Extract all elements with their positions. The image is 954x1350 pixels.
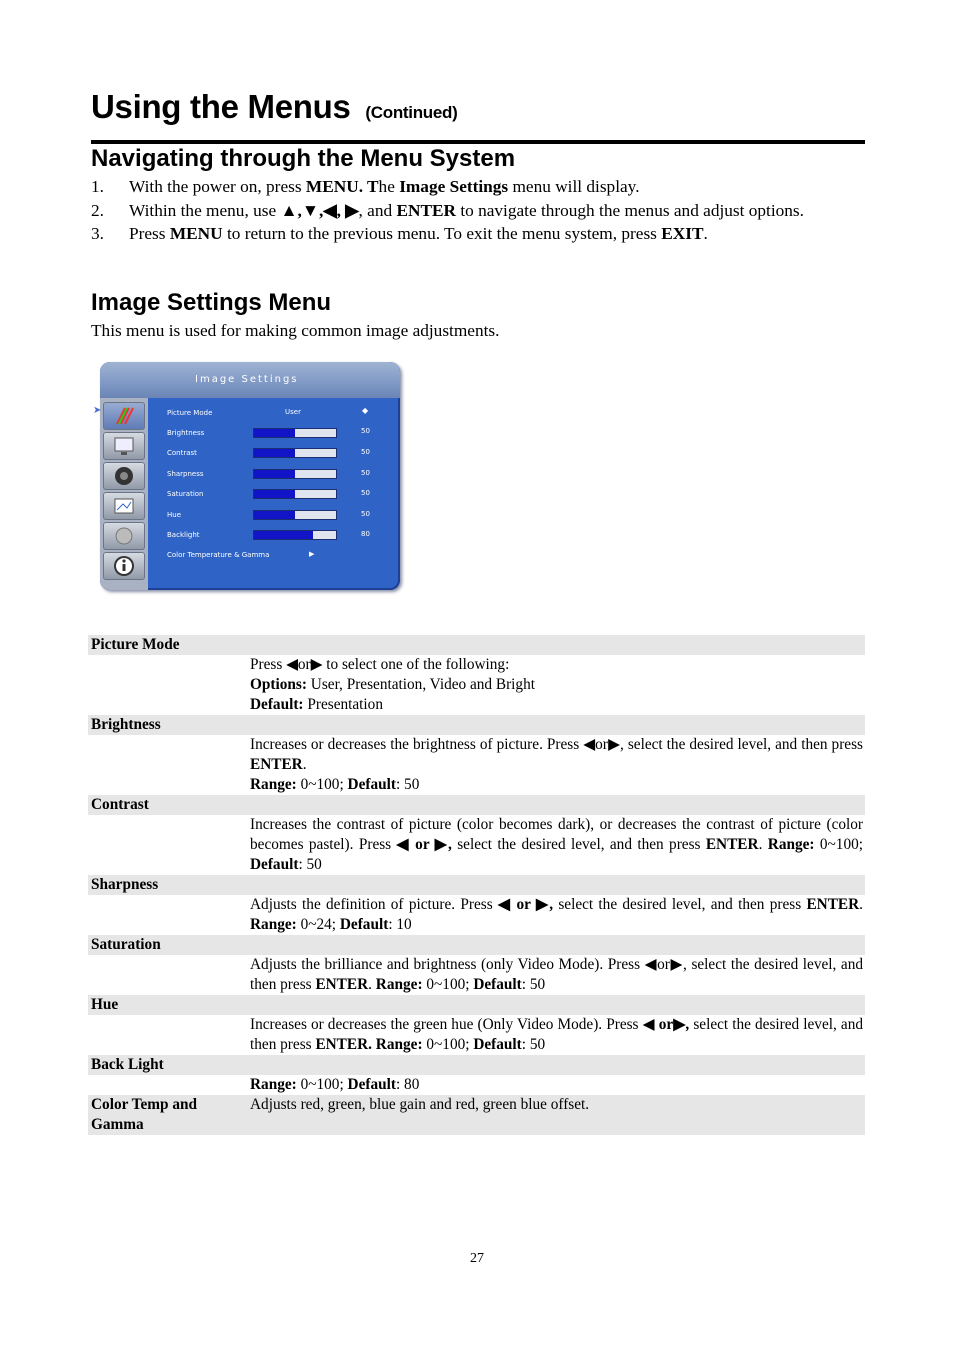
osd-title: Image Settings <box>195 374 299 385</box>
enter-key: ENTER <box>396 200 456 220</box>
range-text: 0~24; <box>296 916 340 933</box>
title-text: Using the Menus <box>91 88 351 125</box>
desc-text: . <box>859 896 863 913</box>
blank-cell <box>88 955 247 995</box>
osd-row-value: 80 <box>361 530 370 538</box>
setting-name: Sharpness <box>88 875 247 895</box>
options-icon <box>103 522 145 550</box>
setting-name: Saturation <box>88 935 247 955</box>
settings-table <box>88 635 865 1135</box>
step-text: to navigate through the menus and adjust options. <box>456 200 804 220</box>
default-label: Default <box>339 916 389 933</box>
table-row <box>88 875 865 895</box>
range-text: 0~100; <box>422 976 474 993</box>
step-text: to return to the previous menu. To exit the menu system, press <box>222 224 662 243</box>
arrow-keys: ◀or▶ <box>286 656 323 673</box>
desc-text: . <box>302 756 307 773</box>
osd-picture-mode-value: User <box>285 408 301 416</box>
desc-text: Increases or decreases the brightness of picture. Press ◀or▶, select the desired level, and then press <box>250 736 863 753</box>
osd-slider <box>253 489 337 499</box>
setting-description <box>247 1015 865 1055</box>
range-label: Range: <box>767 836 815 853</box>
table-row <box>88 1095 865 1135</box>
blank-cell <box>88 895 247 935</box>
osd-header <box>100 362 400 398</box>
step-text: Press <box>129 224 170 243</box>
continued-label: (Continued) <box>365 103 458 122</box>
setting-description <box>247 955 865 995</box>
osd-row-label: Hue <box>167 511 182 519</box>
default-label: Default <box>473 976 522 993</box>
display-icon <box>103 432 145 460</box>
setting-description <box>247 895 865 935</box>
osd-slider-fill <box>254 490 295 498</box>
selected-arrow-icon: ➤ <box>93 405 102 416</box>
desc-text: select the desired level, and then press <box>451 836 706 853</box>
range-label: Range: <box>375 976 423 993</box>
step-3 <box>91 222 863 246</box>
desc-text: Increases the contrast of picture (color becomes dark), or decreases the contrast of picture (color becomes pastel). Press <box>250 816 863 853</box>
desc-text: select the desired level, and then press <box>250 1016 863 1053</box>
osd-picture-mode-label: Picture Mode <box>167 409 213 417</box>
desc-text: Increases or decreases the green hue (Only Video Mode). Press ◀ <box>250 1016 659 1033</box>
osd-slider-fill <box>254 449 295 457</box>
table-row <box>88 895 865 935</box>
range-label: Range: <box>250 776 297 793</box>
title-rule <box>91 140 865 144</box>
step-text: he <box>378 177 400 196</box>
image-settings-term: Image Settings <box>399 177 509 196</box>
setting-header-blank <box>247 795 865 815</box>
osd-slider-fill <box>254 511 295 519</box>
osd-slider-fill <box>254 470 295 478</box>
info-icon <box>103 552 145 580</box>
default-label: Default <box>250 856 299 873</box>
osd-slider <box>253 510 337 520</box>
setting-description <box>247 1075 865 1095</box>
blank-cell <box>88 1075 247 1095</box>
enter-key: ENTER <box>705 836 759 853</box>
setting-name: Hue <box>88 995 247 1015</box>
options-label: Options: <box>250 676 307 693</box>
osd-slider <box>253 469 337 479</box>
range-text: 0~100; <box>296 1076 348 1093</box>
arrow-keys: or▶, <box>658 1016 690 1033</box>
table-row <box>88 735 865 795</box>
setup-icon <box>103 492 145 520</box>
desc-text: . <box>758 836 768 853</box>
default-label: Default <box>347 1076 396 1093</box>
table-row <box>88 655 865 715</box>
default-text: : 50 <box>521 976 546 993</box>
osd-slider-fill <box>254 531 313 539</box>
chevron-right-icon: ▶ <box>309 550 315 558</box>
arrow-keys: ▲,▼,◀, ▶ <box>280 200 359 220</box>
default-label: Default <box>347 776 396 793</box>
table-row <box>88 715 865 735</box>
options-text: User, Presentation, Video and Bright <box>306 676 535 693</box>
osd-row-value: 50 <box>361 510 370 518</box>
osd-row-value: 50 <box>361 427 370 435</box>
enter-key: ENTER <box>315 976 369 993</box>
desc-text: Press <box>250 656 287 673</box>
table-row <box>88 795 865 815</box>
osd-sidebar <box>100 398 148 590</box>
osd-row-label: Saturation <box>167 490 204 498</box>
menu-key: MENU. T <box>305 177 379 196</box>
arrow-keys: ◀ or ▶, <box>396 836 452 853</box>
enter-key: ENTER <box>250 756 303 773</box>
setting-name: Color Temp and Gamma <box>88 1095 247 1135</box>
table-row <box>88 1015 865 1055</box>
table-row <box>88 635 865 655</box>
osd-row-value: 50 <box>361 489 370 497</box>
updown-icon: ◆ <box>362 406 369 415</box>
step-1 <box>91 175 863 199</box>
setting-name: Contrast <box>88 795 247 815</box>
blank-cell <box>88 735 247 795</box>
default-text: : 50 <box>298 856 322 873</box>
setting-header-blank <box>247 1055 865 1075</box>
osd-color-temp-label: Color Temperature & Gamma <box>167 551 270 559</box>
table-row <box>88 1075 865 1095</box>
osd-slider-fill <box>254 429 295 437</box>
table-row <box>88 995 865 1015</box>
setting-description <box>247 735 865 795</box>
nav-steps <box>91 175 863 246</box>
default-text: Presentation <box>303 696 383 713</box>
setting-header-blank <box>247 635 865 655</box>
osd-slider <box>253 448 337 458</box>
step-text: . <box>703 224 708 243</box>
table-row <box>88 935 865 955</box>
range-text: 0~100; <box>814 836 863 853</box>
step-number: 1. <box>91 177 104 196</box>
step-number: 3. <box>91 224 104 243</box>
default-label: Default <box>473 1036 522 1053</box>
osd-frame <box>100 362 400 590</box>
setting-description <box>247 815 865 875</box>
osd-row-label: Contrast <box>167 449 197 457</box>
table-row <box>88 1055 865 1075</box>
menu-key: MENU <box>169 224 223 243</box>
osd-row-label: Brightness <box>167 429 205 437</box>
blank-cell <box>88 1015 247 1055</box>
step-number: 2. <box>91 200 104 220</box>
picture-icon <box>103 402 145 430</box>
blank-cell <box>88 815 247 875</box>
table-row <box>88 955 865 995</box>
desc-text: . <box>368 976 376 993</box>
range-label: Range: <box>250 916 297 933</box>
audio-icon <box>103 462 145 490</box>
step-text: With the power on, press <box>129 177 306 196</box>
setting-name: Back Light <box>88 1055 247 1075</box>
desc-text: select the desired level, and then press <box>553 896 807 913</box>
setting-header-blank <box>247 935 865 955</box>
desc-text: Adjusts the definition of picture. Press <box>250 896 498 913</box>
desc-text: to select one of the following: <box>322 656 510 673</box>
enter-key: ENTER <box>806 896 860 913</box>
page-number: 27 <box>470 1251 484 1266</box>
arrow-keys: ◀ or ▶, <box>498 896 554 913</box>
image-settings-heading: Image Settings Menu <box>91 289 332 316</box>
setting-header-blank <box>247 875 865 895</box>
page-title <box>91 88 457 126</box>
default-text: : 50 <box>395 776 420 793</box>
intro-text: This menu is used for making common image adjustments. <box>91 321 500 340</box>
exit-key: EXIT <box>661 224 704 243</box>
setting-name: Picture Mode <box>88 635 247 655</box>
osd-row-label: Sharpness <box>167 470 204 478</box>
step-2 <box>91 199 863 223</box>
default-text: : 10 <box>388 916 412 933</box>
default-text: : 50 <box>521 1036 546 1053</box>
setting-description: Adjusts red, green, blue gain and red, green blue offset. <box>247 1095 865 1135</box>
range-text: 0~100; <box>296 776 348 793</box>
osd-slider <box>253 530 337 540</box>
range-label: Range: <box>250 1076 297 1093</box>
step-text: Within the menu, use <box>129 200 281 220</box>
setting-header-blank <box>247 715 865 735</box>
step-text: , and <box>358 200 397 220</box>
osd-row-label: Backlight <box>167 531 200 539</box>
setting-header-blank <box>247 995 865 1015</box>
setting-name: Brightness <box>88 715 247 735</box>
default-label: Default: <box>250 696 304 713</box>
setting-description <box>247 655 865 715</box>
blank-cell <box>88 655 247 715</box>
osd-row-value: 50 <box>361 469 370 477</box>
range-text: 0~100; <box>422 1036 474 1053</box>
osd-row-value: 50 <box>361 448 370 456</box>
range-label: Range: <box>375 1036 423 1053</box>
nav-heading: Navigating through the Menu System <box>91 145 516 172</box>
enter-key: ENTER. <box>315 1036 372 1053</box>
desc-text: Adjusts the brilliance and brightness (only Video Mode). Press ◀or▶, select the desired level, and then press <box>250 956 863 993</box>
step-text: menu will display. <box>508 177 640 196</box>
default-text: : 80 <box>395 1076 420 1093</box>
table-row <box>88 815 865 875</box>
osd-slider <box>253 428 337 438</box>
image-settings-osd-screenshot <box>93 360 406 592</box>
